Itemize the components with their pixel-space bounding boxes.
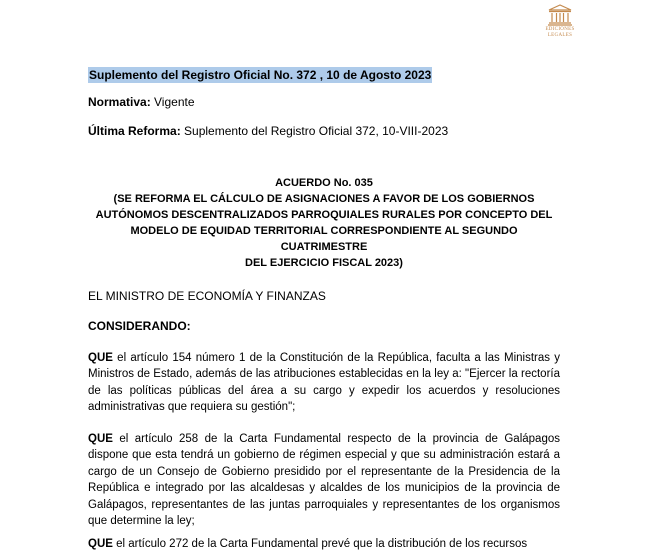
paragraph-lead: QUE	[88, 433, 113, 445]
considerando-heading: CONSIDERANDO:	[88, 319, 191, 333]
agreement-title-line: AUTÓNOMOS DESCENTRALIZADOS PARROQUIALES RURALES POR CONCEPTO DEL	[95, 209, 553, 221]
normativa-label: Normativa:	[88, 95, 151, 109]
paragraph-lead: QUE	[88, 352, 113, 364]
publisher-logo-text: EDICIONES LEGALES	[545, 27, 575, 38]
paragraph-lead: QUE	[88, 538, 113, 550]
paragraph-text: el artículo 154 número 1 de la Constitución de la República, faculta a las Ministras y Ministros de Estado, además de las atribuciones establecidas en la ley a: "Ejercer la rectoría de las políticas públicas del área a su cargo y expedir los acuerdos y resoluciones administrativas que requiera su gestión";	[88, 352, 560, 414]
agreement-title-line: DEL EJERCICIO FISCAL 2023)	[245, 257, 403, 269]
normativa-line	[88, 95, 195, 110]
supplement-highlight: Suplemento del Registro Oficial No. 372 , 10 de Agosto 2023	[89, 68, 432, 82]
agreement-title-line: (SE REFORMA EL CÁLCULO DE ASIGNACIONES A FAVOR DE LOS GOBIERNOS	[113, 193, 535, 205]
agreement-number: ACUERDO No. 035	[275, 177, 373, 189]
publisher-logo	[538, 4, 582, 52]
columns-building-icon	[547, 4, 573, 26]
normativa-value: Vigente	[150, 95, 195, 109]
supplement-line	[88, 68, 432, 83]
issuer-line: EL MINISTRO DE ECONOMÍA Y FINANZAS	[88, 289, 326, 303]
agreement-title	[88, 175, 560, 271]
paragraph	[88, 431, 560, 529]
paragraph-text: el artículo 272 de la Carta Fundamental prevé que la distribución de los recursos	[112, 538, 528, 550]
reforma-line	[88, 124, 448, 139]
reforma-value: Suplemento del Registro Oficial 372, 10-VIII-2023	[180, 124, 449, 138]
agreement-title-line: MODELO DE EQUIDAD TERRITORIAL CORRESPONDIENTE AL SEGUNDO CUATRIMESTRE	[130, 225, 518, 253]
paragraph-text: el artículo 258 de la Carta Fundamental respecto de la provincia de Galápagos dispone que esta tendrá un gobierno de régimen especial y que su administración estará a cargo de un Consejo de Gobierno presidido por el representante de la Presidencia de la República e integrado por las alcaldesas y alcaldes de los municipios de la provincia de Galápagos, representantes de las juntas parroquiales y representantes de los organismos que determine la ley;	[88, 433, 560, 528]
paragraph	[88, 350, 560, 416]
reforma-label: Última Reforma:	[88, 124, 181, 138]
